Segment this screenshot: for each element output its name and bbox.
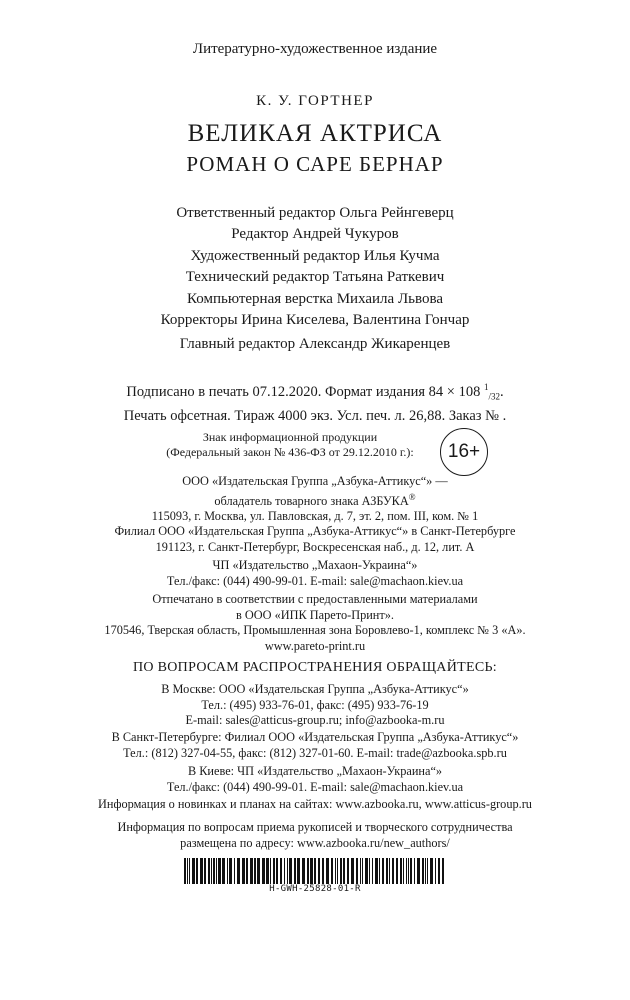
- barcode-bar: [430, 858, 433, 884]
- barcode-bar: [351, 858, 354, 884]
- barcode-bar: [294, 858, 296, 884]
- moscow-emails: E-mail: sales@atticus-group.ru; info@azbooka-m.ru: [185, 713, 445, 727]
- registered-mark: ®: [408, 491, 416, 502]
- chief-editor: Главный редактор Александр Жикаренцев: [179, 336, 451, 352]
- trademark-line: [0, 490, 630, 510]
- barcode-bar: [302, 858, 305, 884]
- printing-line-end: .: [500, 383, 504, 400]
- barcode-bar: [369, 858, 370, 884]
- barcode-bar: [211, 858, 212, 884]
- ua-publisher-contacts: Тел./факс: (044) 490-99-01. E-mail: sale@machaon.kiev.ua: [166, 573, 464, 588]
- printing-line-1: [0, 378, 630, 407]
- barcode-bar: [257, 858, 260, 884]
- staff-credit: Художественный редактор Илья Кучма: [190, 247, 440, 264]
- format-numerator: 1: [483, 382, 489, 392]
- barcode-bar: [356, 858, 358, 884]
- barcode-bar: [242, 858, 245, 884]
- trademark-text: обладатель товарного знака АЗБУКА: [214, 493, 409, 508]
- moscow-phones: Тел.: (495) 933-76-01, факс: (495) 933-76-19: [201, 697, 429, 712]
- barcode-bar: [410, 858, 412, 884]
- barcode-bar: [314, 858, 316, 884]
- spb-branch-name: Филиал ООО «Издательская Группа „Азбука-Аттикус“» в Санкт-Петербурге: [114, 524, 516, 538]
- barcode-bar: [382, 858, 384, 884]
- barcode-icon: [184, 858, 446, 884]
- barcode-bar: [192, 858, 195, 884]
- barcode-bar: [408, 858, 409, 884]
- barcode-bar: [208, 858, 210, 884]
- barcode-bar: [372, 858, 373, 884]
- publisher-name: ООО «Издательская Группа „Азбука-Аттикус“» —: [182, 474, 448, 488]
- barcode-bar: [184, 858, 186, 884]
- printer-info: [0, 592, 630, 654]
- moscow-contacts: [0, 682, 630, 729]
- printing-format: Подписано в печать 07.12.2020. Формат издания 84 × 108: [126, 383, 481, 400]
- barcode-bar: [435, 858, 436, 884]
- staff-credit: Корректоры Ирина Киселева, Валентина Гончар: [160, 312, 470, 329]
- barcode-bar: [438, 858, 440, 884]
- edition-type: Литературно-художественное издание: [192, 41, 438, 57]
- kyiv-contacts: [0, 764, 630, 795]
- barcode-text: H-GWH-25828-01-R: [269, 884, 361, 894]
- barcode-bar: [386, 858, 388, 884]
- barcode-bar: [392, 858, 394, 884]
- barcode-bar: [427, 858, 428, 884]
- book-title: ВЕЛИКАЯ АКТРИСА: [187, 120, 443, 147]
- barcode-bar: [250, 858, 253, 884]
- staff-credit: Редактор Андрей Чукуров: [231, 226, 399, 243]
- spb-phones: Тел.: (812) 327-04-55, факс: (812) 327-01-60. E-mail: trade@azbooka.spb.ru: [123, 745, 507, 760]
- rating-label-line: Знак информационной продукции: [202, 430, 378, 444]
- barcode-bar: [280, 858, 282, 884]
- rating-label: [150, 430, 430, 460]
- barcode-bar: [297, 858, 300, 884]
- format-denominator: /32: [488, 391, 500, 402]
- ua-publisher-name: ЧП «Издательство „Махаон-Украина“»: [212, 558, 418, 572]
- barcode-bar: [362, 858, 363, 884]
- barcode-bar: [196, 858, 198, 884]
- barcode-bar: [417, 858, 420, 884]
- author-name: К. У. ГОРТНЕР: [256, 93, 374, 109]
- distribution-heading: ПО ВОПРОСАМ РАСПРОСТРАНЕНИЯ ОБРАЩАЙТЕСЬ:: [133, 660, 497, 675]
- barcode-bar: [227, 858, 228, 884]
- kyiv-phones: Тел./факс: (044) 490-99-01. E-mail: sale@machaon.kiev.ua: [166, 779, 464, 794]
- barcode-bar: [284, 858, 285, 884]
- info-sites: Информация о новинках и планах на сайтах: www.azbooka.ru, www.atticus-group.ru: [98, 797, 532, 811]
- barcode-bar: [406, 858, 407, 884]
- staff-credit: Технический редактор Татьяна Раткевич: [185, 269, 445, 286]
- printer-line: в ООО «ИПК Парето-Принт».: [236, 607, 394, 622]
- barcode-bar: [318, 858, 320, 884]
- ua-publisher-info: [0, 558, 630, 589]
- book-subtitle: РОМАН О САРЕ БЕРНАР: [186, 152, 444, 176]
- staff-credit: Компьютерная верстка Михаила Львова: [186, 290, 443, 307]
- barcode-bar: [310, 858, 313, 884]
- printer-address: 170546, Тверская область, Промышленная зона Боровлево-1, комплекс № 3 «А».: [104, 623, 526, 637]
- barcode-bar: [276, 858, 278, 884]
- barcode-bar: [254, 858, 256, 884]
- barcode-bar: [442, 858, 444, 884]
- barcode-bar: [270, 858, 271, 884]
- barcode-bar: [425, 858, 426, 884]
- barcode-bar: [273, 858, 275, 884]
- barcode-bar: [375, 858, 378, 884]
- barcode-bar: [307, 858, 309, 884]
- barcode-bar: [422, 858, 424, 884]
- barcode-bar: [204, 858, 206, 884]
- manuscripts-info: [0, 820, 630, 851]
- printing-details: [0, 378, 630, 426]
- barcode-bar: [266, 858, 269, 884]
- barcode-bar: [213, 858, 215, 884]
- barcode-bar: [347, 858, 349, 884]
- printing-line-2: Печать офсетная. Тираж 4000 экз. Усл. печ. л. 26,88. Заказ № .: [123, 407, 507, 424]
- manuscripts-line: Информация по вопросам приема рукописей и творческого сотрудничества: [117, 820, 513, 834]
- spb-branch-address: 191123, г. Санкт-Петербург, Воскресенская наб., д. 12, лит. А: [155, 539, 475, 554]
- printer-website: www.pareto-print.ru: [264, 638, 366, 653]
- barcode-bar: [340, 858, 342, 884]
- moscow-name: В Москве: ООО «Издательская Группа „Азбука-Аттикус“»: [161, 682, 469, 696]
- rating-label-line: (Федеральный закон № 436-ФЗ от 29.12.2010 г.):: [166, 445, 414, 459]
- staff-credits: [0, 203, 630, 331]
- barcode-bar: [200, 858, 203, 884]
- barcode-bar: [187, 858, 188, 884]
- barcode-bar: [262, 858, 265, 884]
- barcode-bar: [246, 858, 248, 884]
- publisher-info: [0, 474, 630, 525]
- spb-branch-info: [0, 524, 630, 555]
- barcode-bar: [229, 858, 232, 884]
- barcode-bar: [222, 858, 225, 884]
- age-rating-badge: 16+: [440, 428, 488, 476]
- barcode-bar: [343, 858, 345, 884]
- printer-line: Отпечатано в соответствии с предоставленными материалами: [152, 592, 478, 606]
- barcode-bar: [396, 858, 398, 884]
- barcode-bar: [326, 858, 329, 884]
- barcode-bar: [189, 858, 190, 884]
- barcode-bar: [414, 858, 415, 884]
- publisher-address: 115093, г. Москва, ул. Павловская, д. 7, эт. 2, пом. III, ком. № 1: [151, 509, 479, 524]
- barcode-bar: [234, 858, 235, 884]
- spb-contacts: [0, 730, 630, 761]
- barcode-bar: [403, 858, 404, 884]
- barcode-bar: [331, 858, 333, 884]
- barcode-bar: [216, 858, 217, 884]
- spb-name: В Санкт-Петербурге: Филиал ООО «Издательская Группа „Азбука-Аттикус“»: [111, 730, 519, 744]
- barcode-bar: [337, 858, 338, 884]
- barcode-bar: [389, 858, 390, 884]
- barcode-bar: [322, 858, 324, 884]
- barcode-bar: [400, 858, 402, 884]
- barcode-bar: [289, 858, 292, 884]
- barcode-bar: [379, 858, 380, 884]
- barcode-bar: [335, 858, 336, 884]
- barcode-bar: [287, 858, 288, 884]
- barcode-bar: [365, 858, 368, 884]
- barcode-bar: [218, 858, 221, 884]
- barcode-bar: [360, 858, 361, 884]
- barcode-bar: [237, 858, 240, 884]
- age-rating: [150, 428, 490, 478]
- manuscripts-line: размещена по адресу: www.azbooka.ru/new_authors/: [180, 835, 450, 850]
- kyiv-name: В Киеве: ЧП «Издательство „Махаон-Украина“»: [187, 764, 443, 778]
- staff-credit: Ответственный редактор Ольга Рейнгеверц: [176, 205, 454, 221]
